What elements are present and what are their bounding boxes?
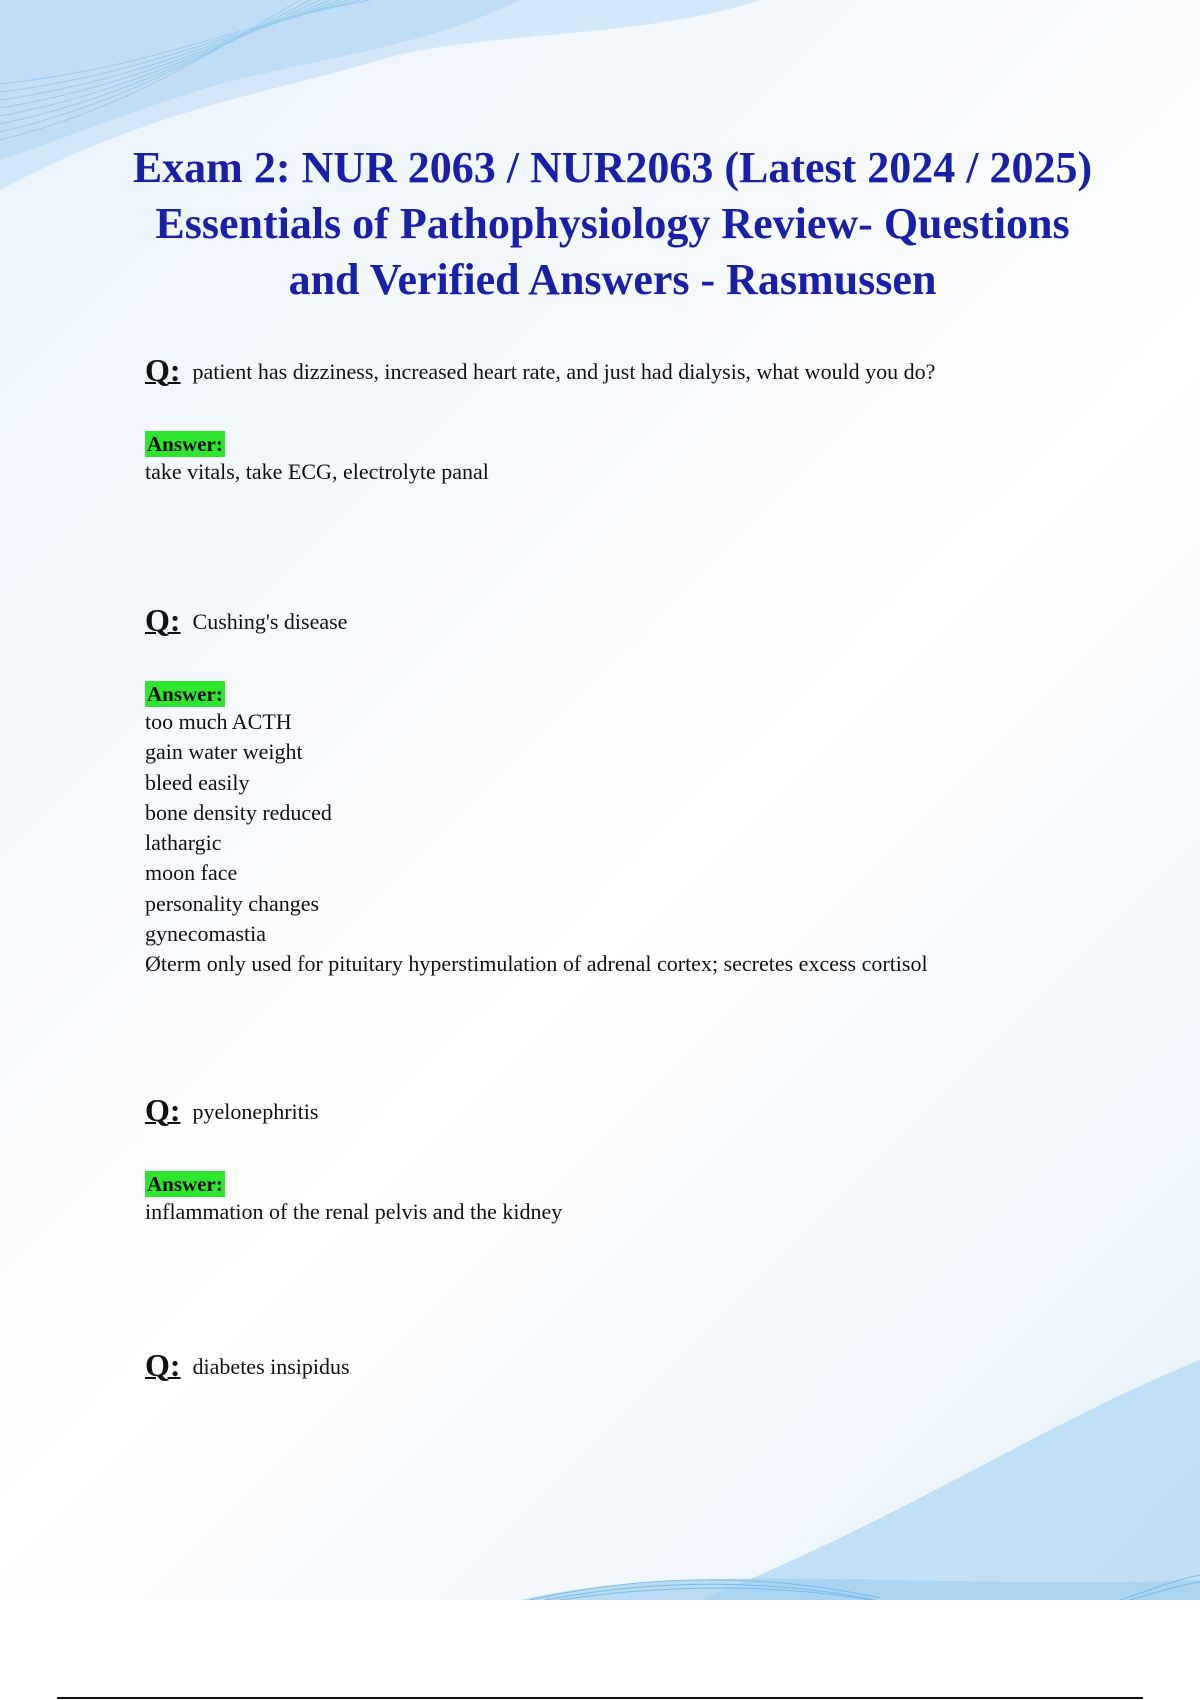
question-marker: Q: [145, 602, 181, 638]
answer-label: Answer: [147, 1172, 223, 1196]
question-row [145, 1092, 1085, 1128]
question-marker: Q: [145, 352, 181, 388]
qa-item-2 [145, 602, 1085, 980]
answer-line: gain water weight [145, 739, 303, 765]
bottom-right-wave-shape [700, 1360, 1200, 1600]
answer-line: moon face [145, 860, 238, 886]
footer-rule [57, 1697, 1143, 1699]
answer-label: Answer: [147, 682, 223, 706]
question-row [145, 1347, 1085, 1383]
question-text: pyelonephritis [192, 1099, 319, 1124]
answer-line: gynecomastia [145, 921, 266, 947]
answer-line: lathargic [145, 830, 222, 856]
question-text: Cushing's disease [192, 609, 348, 634]
answer-line: too much ACTH [145, 709, 292, 734]
qa-item-1 [145, 352, 1085, 487]
answer-label: Answer: [147, 432, 223, 456]
answer-text [145, 707, 1085, 980]
answer-line: Øterm only used for pituitary hyperstimulation of adrenal cortex; secretes excess cortisol [145, 951, 928, 977]
answer-line: take vitals, take ECG, electrolyte panal [145, 459, 489, 484]
question-marker: Q: [145, 1347, 181, 1383]
question-text: diabetes insipidus [192, 1354, 350, 1379]
question-marker: Q: [145, 1092, 181, 1128]
question-row [145, 352, 1085, 388]
answer-line: inflammation of the renal pelvis and the kidney [145, 1199, 563, 1224]
answer-line: personality changes [145, 890, 320, 916]
answer-line: bone density reduced [145, 799, 332, 825]
answer-text [145, 1197, 1085, 1227]
document-title: Exam 2: NUR 2063 / NUR2063 (Latest 2024 / 2025) Essentials of Pathophysiology Review- Questions and Verified Answers - Rasmussen [132, 143, 1093, 304]
question-text: patient has dizziness, increased heart rate, and just had dialysis, what would you do? [192, 359, 936, 384]
answer-line: bleed easily [145, 769, 250, 795]
question-row [145, 602, 1085, 638]
answer-text [145, 457, 1085, 487]
qa-item-3 [145, 1092, 1085, 1227]
qa-item-4 [145, 1347, 1085, 1383]
